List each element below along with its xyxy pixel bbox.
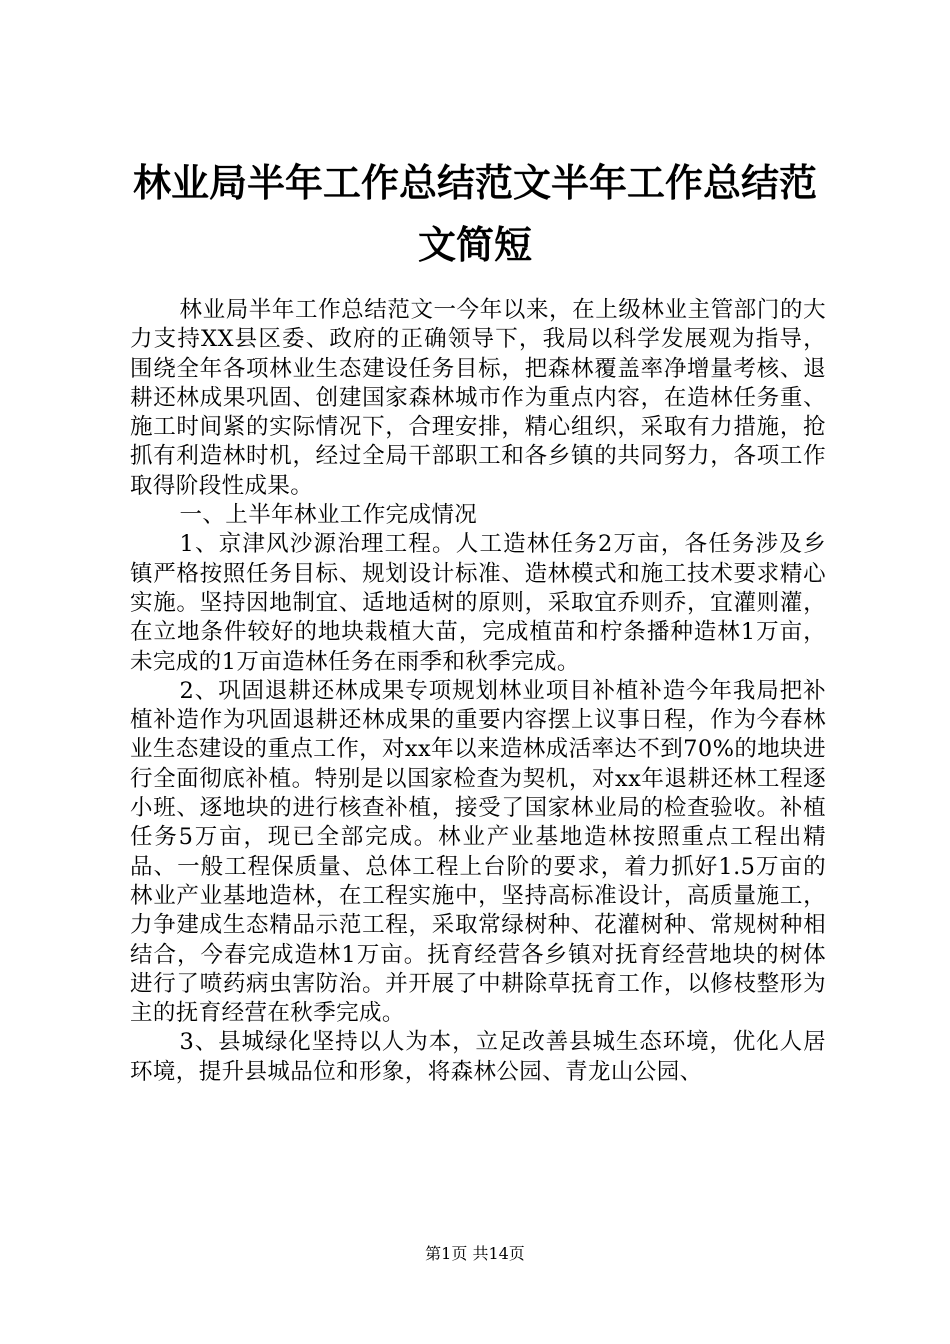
paragraph-intro: 林业局半年工作总结范文一今年以来，在上级林业主管部门的大力支持XX县区委、政府的正确领导下，我局以科学发展观为指导，围绕全年各项林业生态建设任务目标，把森林覆盖率净增量考核、退耕还林成果巩固、创建国家森林城市作为重点内容，在造林任务重、施工时间紧的实际情况下，合理安排，精心组织，采取有力措施，抢抓有利造林时机，经过全局干部职工和各乡镇的共同努力，各项工作取得阶段性成果。 bbox=[130, 297, 826, 499]
paragraph-item-3: 3、县城绿化坚持以人为本，立足改善县城生态环境，优化人居环境，提升县城品位和形象，将森林公园、青龙山公园、 bbox=[130, 1029, 826, 1085]
document-title: 林业局半年工作总结范文半年工作总结范文简短 bbox=[132, 161, 817, 267]
page-footer: 第1页 共14页 bbox=[425, 1244, 525, 1263]
paragraph-item-2: 2、巩固退耕还林成果专项规划林业项目补植补造今年我局把补植补造作为巩固退耕还林成果的重要内容摆上议事日程，作为今春林业生态建设的重点工作，对xx年以来造林成活率达不到70%的地块进行全面彻底补植。特别是以国家检查为契机，对xx年退耕还林工程逐小班、逐地块的进行核查补植，接受了国家林业局的检查验收。补植任务5万亩，现已全部完成。林业产业基地造林按照重点工程出精品、一般工程保质量、总体工程上台阶的要求，着力抓好1.5万亩的林业产业基地造林，在工程实施中，坚持高标准设计，高质量施工，力争建成生态精品示范工程，采取常绿树种、花灌树种、常规树种相结合，今春完成造林1万亩。抚育经营各乡镇对抚育经营地块的树体进行了喷药病虫害防治。并开展了中耕除草抚育工作，以修枝整形为主的抚育经营在秋季完成。 bbox=[130, 677, 826, 1027]
section-heading: 一、上半年林业工作完成情况 bbox=[179, 502, 478, 529]
paragraph-item-1: 1、京津风沙源治理工程。人工造林任务2万亩，各任务涉及乡镇严格按照任务目标、规划设计标准、造林模式和施工技术要求精心实施。坚持因地制宜、适地适树的原则，采取宜乔则乔，宜灌则灌，在立地条件较好的地块栽植大苗，完成植苗和柠条播种造林1万亩，未完成的1万亩造林任务在雨季和秋季完成。 bbox=[130, 531, 826, 675]
document-body bbox=[130, 296, 826, 1087]
